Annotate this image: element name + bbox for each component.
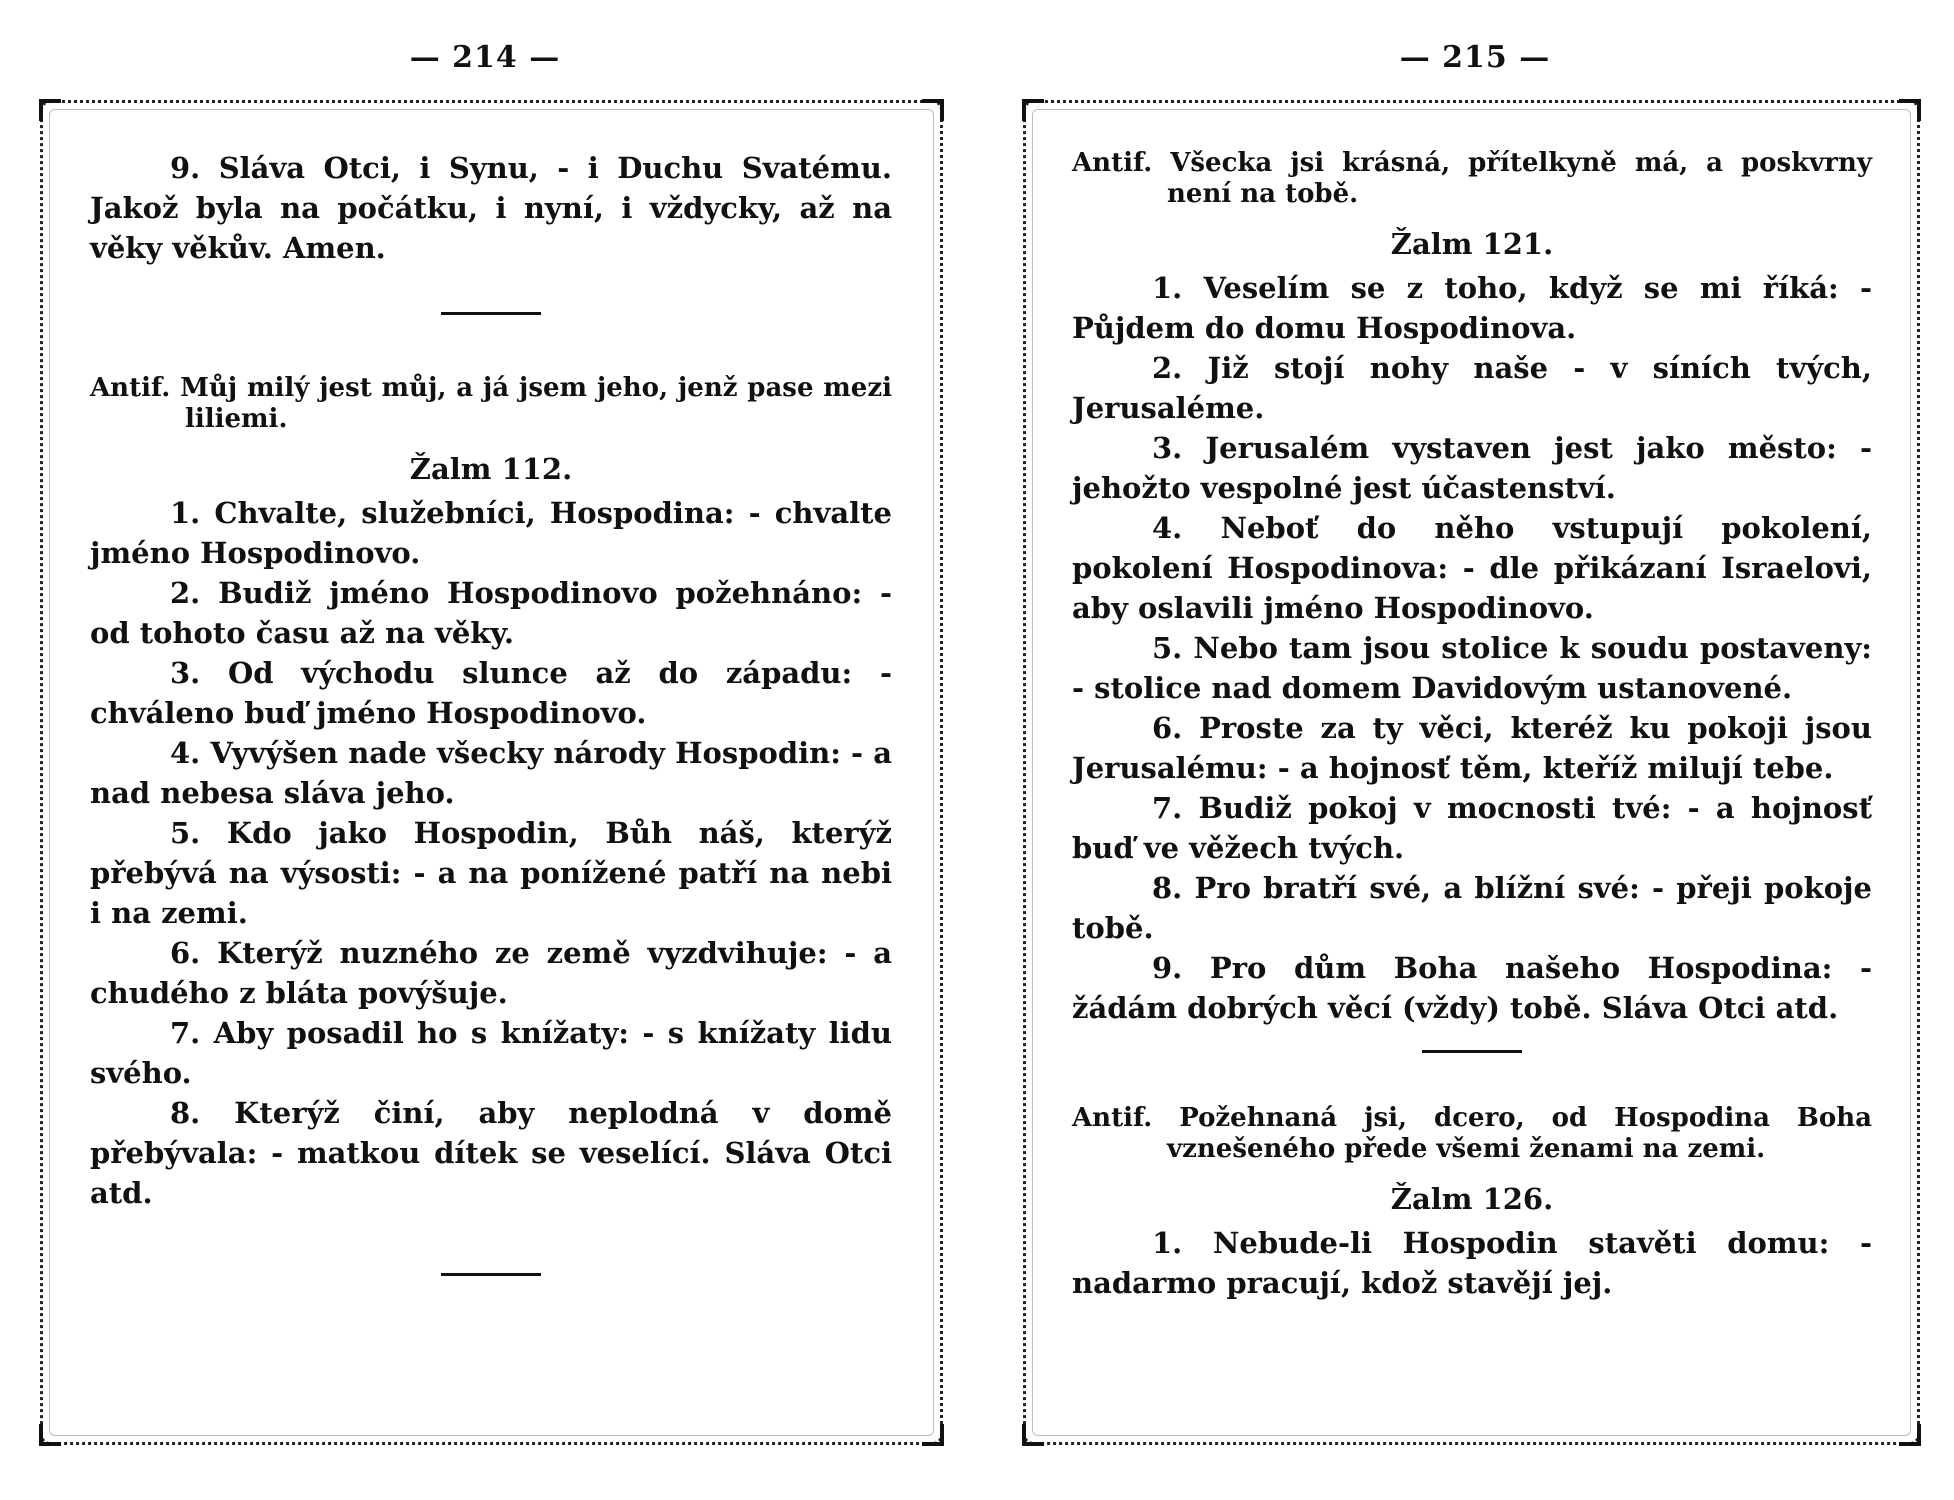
section-divider: [441, 1273, 541, 1276]
psalm-verse: 9. Pro dům Boha našeho Hospodina: - žádám dobrých věcí (vždy) tobě. Sláva Otci atd.: [1072, 951, 1872, 1025]
psalm-verse: 4. Neboť do něho vstupují pokolení, pokolení Hospodinova: - dle přikázaní Israelovi, aby oslavili jméno Hospodinovo.: [1072, 511, 1872, 625]
psalm-verse: 4. Vyvýšen nade všecky národy Hospodin: - a nad nebesa sláva jeho.: [90, 736, 892, 810]
psalm-verse: 2. Budiž jméno Hospodinovo požehnáno: - od tohoto času až na věky.: [90, 576, 892, 650]
antiphon: Antif. Můj milý jest můj, a já jsem jeho, jenž pase mezi liliemi.: [90, 373, 892, 434]
psalm-verse: 1. Veselím se z toho, když se mi říká: - Půjdem do domu Hospodinova.: [1072, 271, 1872, 345]
doxology-verse: 9. Sláva Otci, i Synu, - i Duchu Svatému. Jakož byla na počátku, i nyní, i vždycky, až na věky věkův. Amen.: [90, 151, 892, 265]
page-number-right: — 215 —: [1399, 40, 1551, 75]
frame-corner-ornament: [922, 99, 944, 121]
psalm-title: Žalm 126.: [1390, 1182, 1554, 1216]
psalm-verse: 1. Chvalte, služebníci, Hospodina: - chvalte jméno Hospodinovo.: [90, 496, 892, 570]
page-number-left: — 214 —: [409, 40, 561, 75]
psalm-verse: 3. Jerusalém vystaven jest jako město: - jehožto vespolné jest účastenství.: [1072, 431, 1872, 505]
psalm-verse: 3. Od východu slunce až do západu: - chváleno buď jméno Hospodinovo.: [90, 656, 892, 730]
right-page-content: [1072, 148, 1872, 1303]
left-page-content: [90, 148, 892, 1276]
psalm-verse: 7. Budiž pokoj v mocnosti tvé: - a hojnosť buď ve věžech tvých.: [1072, 791, 1872, 865]
frame-corner-ornament: [39, 1424, 61, 1446]
antiphon: Antif. Požehnaná jsi, dcero, od Hospodina Boha vznešeného přede všemi ženami na zemi.: [1072, 1103, 1872, 1164]
frame-corner-ornament: [1022, 99, 1044, 121]
psalm-verse: 8. Kterýž činí, aby neplodná v domě přebývala: - matkou dítek se veselící. Sláva Otci atd.: [90, 1096, 892, 1210]
psalm-verse: 8. Pro bratří své, a blížní své: - přeji pokoje tobě.: [1072, 871, 1872, 945]
frame-corner-ornament: [1899, 99, 1921, 121]
psalm-verse: 6. Proste za ty věci, kteréž ku pokoji jsou Jerusalému: - a hojnosť těm, kteříž milují tebe.: [1072, 711, 1872, 785]
antiphon: Antif. Všecka jsi krásná, přítelkyně má, a poskvrny není na tobě.: [1072, 148, 1872, 209]
psalm-verse: 6. Kterýž nuzného ze země vyzdvihuje: - a chudého z bláta povýšuje.: [90, 936, 892, 1010]
psalm-verse: 5. Kdo jako Hospodin, Bůh náš, kterýž přebývá na výsosti: - a na ponížené patří na nebi i na zemi.: [90, 816, 892, 930]
psalm-title: Žalm 112.: [409, 452, 573, 486]
psalm-verse: 2. Již stojí nohy naše - v síních tvých, Jerusaléme.: [1072, 351, 1872, 425]
psalm-verse: 5. Nebo tam jsou stolice k soudu postaveny: - stolice nad domem Davidovým ustanovené.: [1072, 631, 1872, 705]
frame-corner-ornament: [1022, 1424, 1044, 1446]
frame-corner-ornament: [1899, 1424, 1921, 1446]
psalm-verse: 1. Nebude-li Hospodin stavěti domu: - nadarmo pracují, kdož stavějí jej.: [1072, 1226, 1872, 1300]
psalm-title: Žalm 121.: [1390, 227, 1554, 261]
frame-corner-ornament: [39, 99, 61, 121]
psalm-verse: 7. Aby posadil ho s knížaty: - s knížaty lidu svého.: [90, 1016, 892, 1090]
frame-corner-ornament: [922, 1424, 944, 1446]
